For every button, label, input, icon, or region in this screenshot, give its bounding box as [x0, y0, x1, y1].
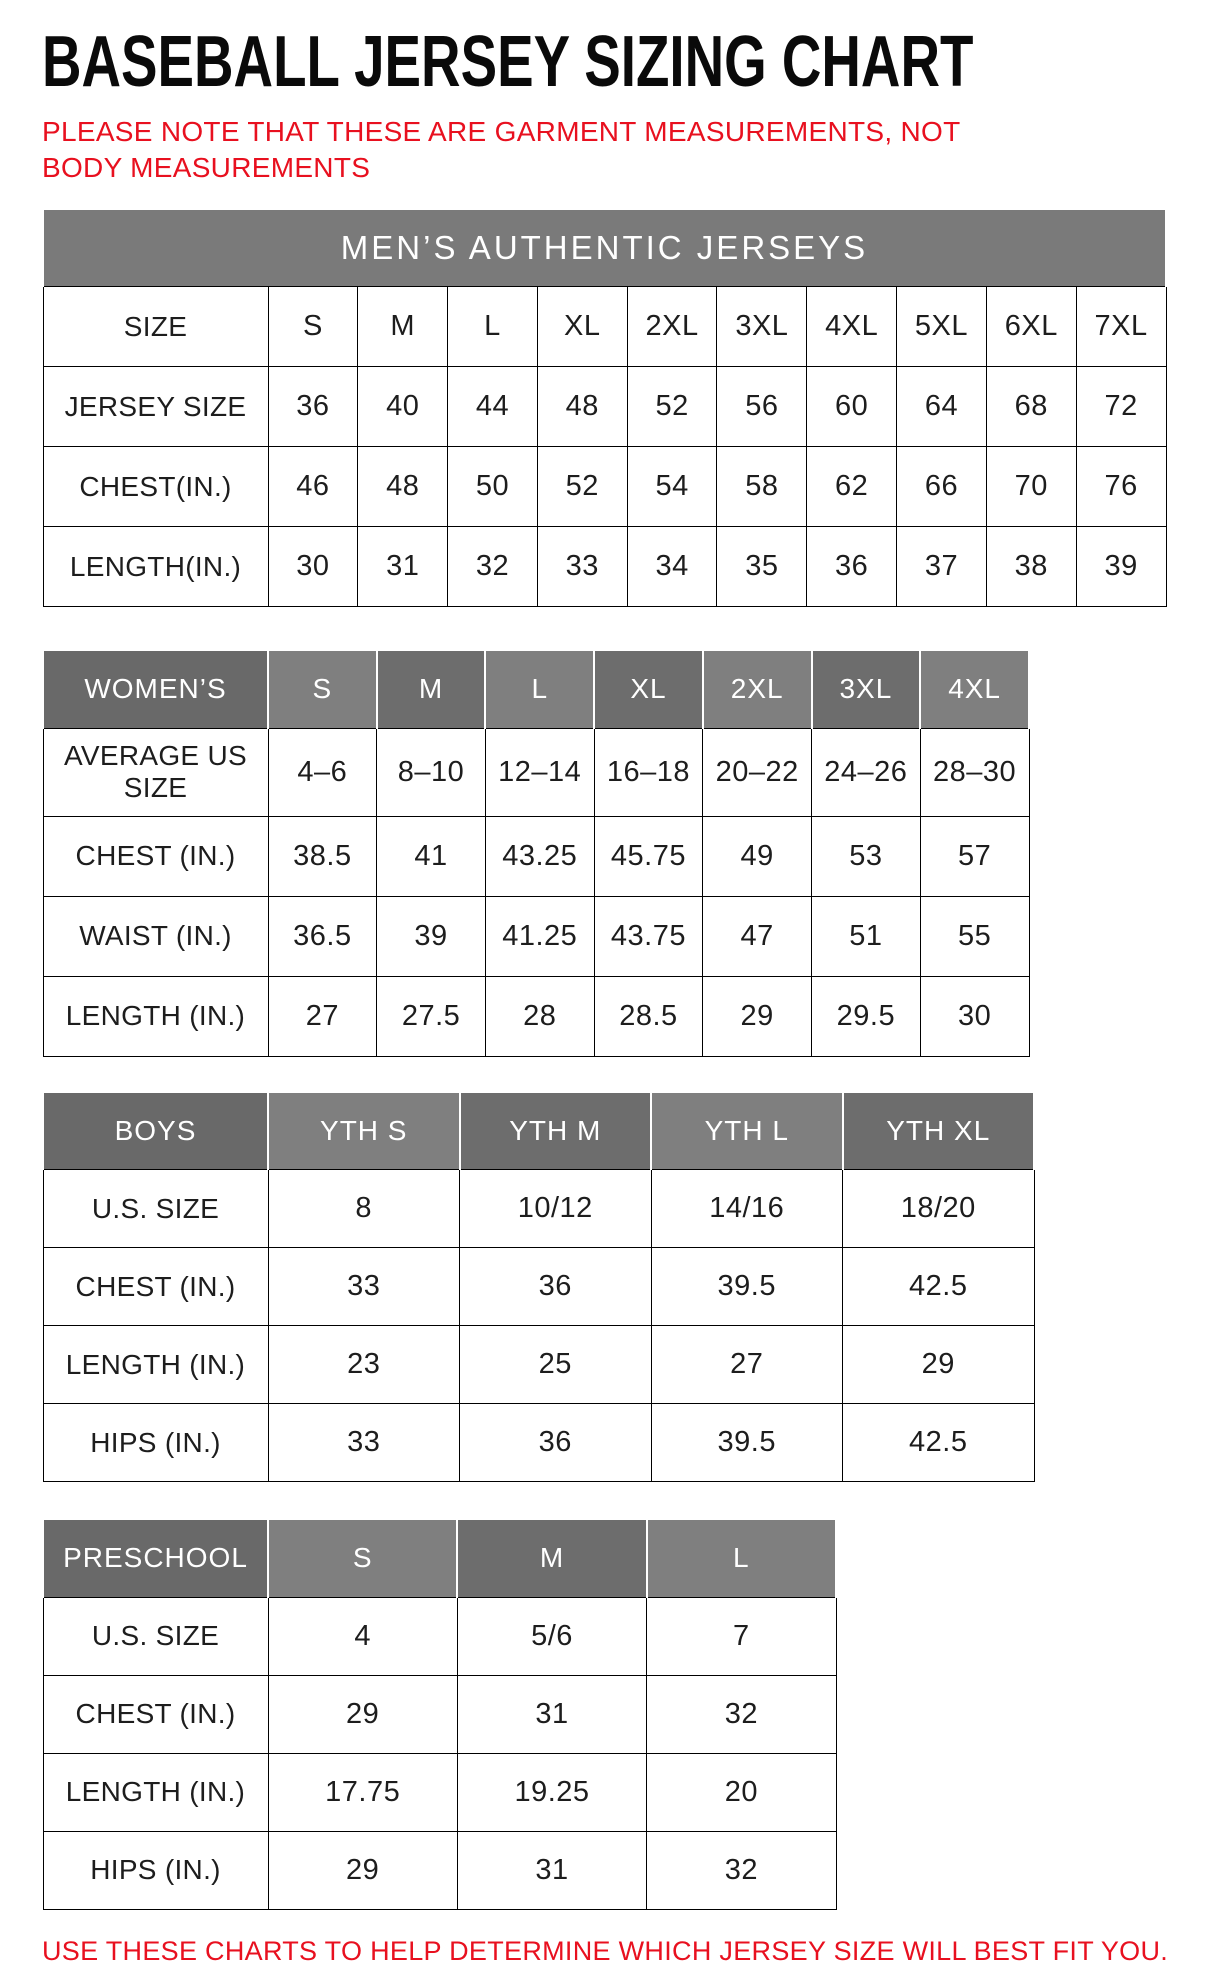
value-cell: 29.5 [812, 976, 921, 1056]
value-cell: 29 [843, 1326, 1035, 1404]
value-cell: 4XL [807, 287, 897, 367]
row-label: LENGTH (IN.) [43, 976, 268, 1056]
table-row [43, 1170, 1034, 1248]
row-label: CHEST (IN.) [43, 1248, 268, 1326]
table-row [43, 1675, 836, 1753]
value-cell: 41 [377, 816, 486, 896]
value-cell: 29 [268, 1831, 457, 1909]
preschool-table-header-row [43, 1519, 836, 1597]
value-cell: 39 [377, 896, 486, 976]
value-cell: 35 [717, 527, 807, 607]
value-cell: 45.75 [594, 816, 703, 896]
table-row [43, 527, 1166, 607]
table-row [43, 1831, 836, 1909]
row-label: U.S. SIZE [43, 1597, 268, 1675]
table-row [43, 1753, 836, 1831]
value-cell: 27 [268, 976, 377, 1056]
value-cell: 7 [647, 1597, 836, 1675]
value-cell: 38.5 [268, 816, 377, 896]
boys-table-header-row [43, 1092, 1034, 1170]
value-cell: 52 [537, 447, 627, 527]
size-column-header: 4XL [920, 650, 1029, 728]
mens-table-body [43, 287, 1166, 607]
size-column-header: 2XL [703, 650, 812, 728]
value-cell: 8–10 [377, 728, 486, 816]
value-cell: 39.5 [651, 1248, 843, 1326]
value-cell: 31 [457, 1831, 646, 1909]
value-cell: 7XL [1076, 287, 1166, 367]
value-cell: 25 [460, 1326, 652, 1404]
value-cell: 42.5 [843, 1404, 1035, 1482]
value-cell: 72 [1076, 367, 1166, 447]
row-label: HIPS (IN.) [43, 1404, 268, 1482]
value-cell: 48 [537, 367, 627, 447]
value-cell: 20–22 [703, 728, 812, 816]
row-label: LENGTH (IN.) [43, 1326, 268, 1404]
value-cell: 14/16 [651, 1170, 843, 1248]
value-cell: 53 [812, 816, 921, 896]
size-column-header: XL [594, 650, 703, 728]
value-cell: 62 [807, 447, 897, 527]
value-cell: 50 [448, 447, 538, 527]
value-cell: S [268, 287, 358, 367]
value-cell: 6XL [986, 287, 1076, 367]
value-cell: 36 [268, 367, 358, 447]
value-cell: 28 [485, 976, 594, 1056]
table-row [43, 1326, 1034, 1404]
value-cell: 32 [647, 1675, 836, 1753]
table-row [43, 1248, 1034, 1326]
value-cell: 46 [268, 447, 358, 527]
value-cell: 41.25 [485, 896, 594, 976]
value-cell: 19.25 [457, 1753, 646, 1831]
value-cell: 24–26 [812, 728, 921, 816]
value-cell: 2XL [627, 287, 717, 367]
value-cell: 36 [460, 1404, 652, 1482]
page-title [42, 22, 1190, 102]
table-row [43, 287, 1166, 367]
value-cell: 4–6 [268, 728, 377, 816]
value-cell: 5XL [897, 287, 987, 367]
value-cell: 54 [627, 447, 717, 527]
row-label: HIPS (IN.) [43, 1831, 268, 1909]
value-cell: 32 [647, 1831, 836, 1909]
mens-authentic-jerseys-table [42, 208, 1167, 608]
value-cell: 20 [647, 1753, 836, 1831]
value-cell: 39.5 [651, 1404, 843, 1482]
value-cell: 44 [448, 367, 538, 447]
row-label: U.S. SIZE [43, 1170, 268, 1248]
value-cell: 27.5 [377, 976, 486, 1056]
value-cell: 5/6 [457, 1597, 646, 1675]
table-row [43, 728, 1029, 816]
row-label: LENGTH(IN.) [43, 527, 268, 607]
table-row [43, 976, 1029, 1056]
table-row [43, 1404, 1034, 1482]
garment-measurement-note: PLEASE NOTE THAT THESE ARE GARMENT MEASUREMENTS, NOT BODY MEASUREMENTS [42, 116, 961, 183]
sizing-chart-page [42, 22, 1190, 1967]
size-column-header: L [647, 1519, 836, 1597]
value-cell: 17.75 [268, 1753, 457, 1831]
value-cell: 60 [807, 367, 897, 447]
page-title-text: BASEBALL JERSEY SIZING CHART [42, 22, 974, 102]
value-cell: 40 [358, 367, 448, 447]
value-cell: 28–30 [920, 728, 1029, 816]
size-column-header: S [268, 650, 377, 728]
value-cell: 56 [717, 367, 807, 447]
value-cell: 36 [460, 1248, 652, 1326]
value-cell: 33 [537, 527, 627, 607]
value-cell: 52 [627, 367, 717, 447]
table-header-label: PRESCHOOL [43, 1519, 268, 1597]
value-cell: 47 [703, 896, 812, 976]
value-cell: 36 [807, 527, 897, 607]
value-cell: 29 [268, 1675, 457, 1753]
value-cell: 8 [268, 1170, 460, 1248]
value-cell: 37 [897, 527, 987, 607]
value-cell: 39 [1076, 527, 1166, 607]
value-cell: 27 [651, 1326, 843, 1404]
row-label: WAIST (IN.) [43, 896, 268, 976]
value-cell: 33 [268, 1404, 460, 1482]
value-cell: 66 [897, 447, 987, 527]
value-cell: M [358, 287, 448, 367]
value-cell: 4 [268, 1597, 457, 1675]
value-cell: 23 [268, 1326, 460, 1404]
table-row [43, 367, 1166, 447]
table-header-label: WOMEN’S [43, 650, 268, 728]
value-cell: 42.5 [843, 1248, 1035, 1326]
value-cell: 30 [268, 527, 358, 607]
row-label: AVERAGE US SIZE [43, 728, 268, 816]
value-cell: 3XL [717, 287, 807, 367]
boys-jerseys-table [42, 1091, 1035, 1483]
size-column-header: YTH S [268, 1092, 460, 1170]
size-column-header: 3XL [812, 650, 921, 728]
value-cell: 64 [897, 367, 987, 447]
value-cell: 48 [358, 447, 448, 527]
row-label: LENGTH (IN.) [43, 1753, 268, 1831]
row-label: CHEST (IN.) [43, 1675, 268, 1753]
womens-table-header-row [43, 650, 1029, 728]
value-cell: 28.5 [594, 976, 703, 1056]
womens-table-body [43, 728, 1029, 1056]
value-cell: 16–18 [594, 728, 703, 816]
value-cell: 43.75 [594, 896, 703, 976]
row-label: CHEST(IN.) [43, 447, 268, 527]
row-label: JERSEY SIZE [43, 367, 268, 447]
size-column-header: L [485, 650, 594, 728]
value-cell: 57 [920, 816, 1029, 896]
footer-note: USE THESE CHARTS TO HELP DETERMINE WHICH JERSEY SIZE WILL BEST FIT YOU. [42, 1935, 1169, 1966]
size-column-header: S [268, 1519, 457, 1597]
value-cell: 38 [986, 527, 1076, 607]
value-cell: 32 [448, 527, 538, 607]
value-cell: L [448, 287, 538, 367]
mens-table-title: MEN’S AUTHENTIC JERSEYS [43, 209, 1166, 287]
value-cell: 12–14 [485, 728, 594, 816]
value-cell: 55 [920, 896, 1029, 976]
value-cell: 29 [703, 976, 812, 1056]
value-cell: 31 [358, 527, 448, 607]
value-cell: 68 [986, 367, 1076, 447]
table-row [43, 447, 1166, 527]
value-cell: 10/12 [460, 1170, 652, 1248]
size-column-header: YTH L [651, 1092, 843, 1170]
value-cell: 36.5 [268, 896, 377, 976]
row-label: CHEST (IN.) [43, 816, 268, 896]
size-column-header: YTH M [460, 1092, 652, 1170]
value-cell: 43.25 [485, 816, 594, 896]
size-column-header: M [377, 650, 486, 728]
mens-table-title-row [43, 209, 1166, 287]
table-header-label: BOYS [43, 1092, 268, 1170]
value-cell: XL [537, 287, 627, 367]
preschool-table-body [43, 1597, 836, 1909]
preschool-jerseys-table [42, 1518, 837, 1910]
size-column-header: YTH XL [843, 1092, 1035, 1170]
value-cell: 34 [627, 527, 717, 607]
value-cell: 51 [812, 896, 921, 976]
row-label: SIZE [43, 287, 268, 367]
value-cell: 70 [986, 447, 1076, 527]
value-cell: 33 [268, 1248, 460, 1326]
value-cell: 58 [717, 447, 807, 527]
table-row [43, 896, 1029, 976]
value-cell: 31 [457, 1675, 646, 1753]
value-cell: 49 [703, 816, 812, 896]
womens-jerseys-table [42, 649, 1030, 1057]
boys-table-body [43, 1170, 1034, 1482]
table-row [43, 816, 1029, 896]
size-column-header: M [457, 1519, 646, 1597]
value-cell: 76 [1076, 447, 1166, 527]
value-cell: 30 [920, 976, 1029, 1056]
table-row [43, 1597, 836, 1675]
value-cell: 18/20 [843, 1170, 1035, 1248]
